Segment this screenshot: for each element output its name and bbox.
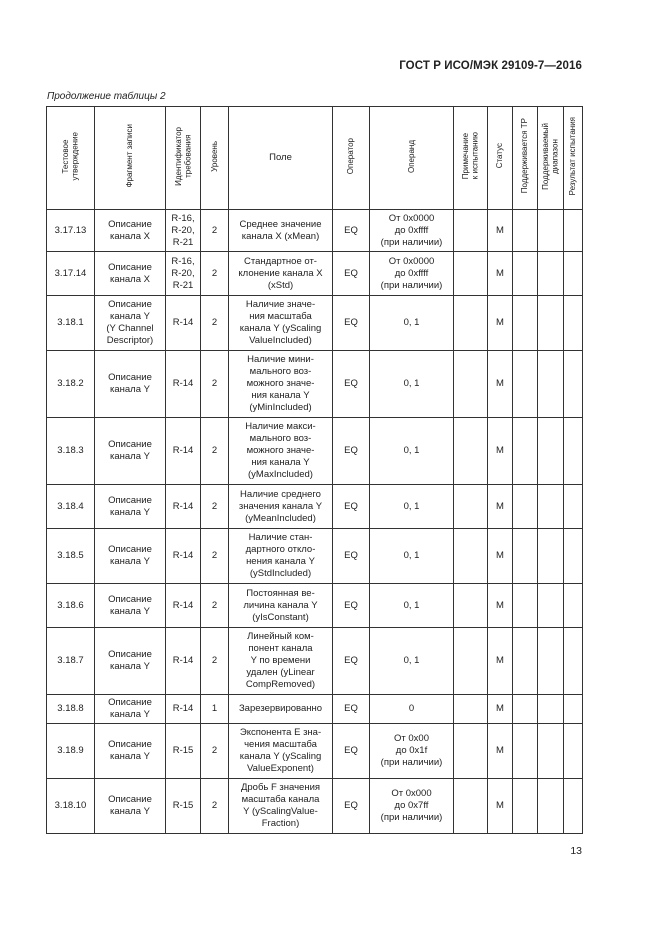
test-result-cell (564, 485, 583, 529)
field-cell: Наличие значе- ния масштаба канала Y (yScaling ValueIncluded) (229, 296, 333, 351)
status-cell: M (488, 252, 513, 296)
supported-range-cell (538, 418, 564, 485)
status-cell: M (488, 210, 513, 252)
supported-tp-cell (513, 296, 538, 351)
status-cell: M (488, 779, 513, 834)
supported-range-cell (538, 695, 564, 724)
operator-cell: EQ (333, 252, 370, 296)
operand-cell: От 0x00 до 0x1f (при наличии) (370, 724, 454, 779)
operand-cell: От 0x000 до 0x7ff (при наличии) (370, 779, 454, 834)
test-note-cell (454, 210, 488, 252)
operand-cell: От 0x0000 до 0xffff (при наличии) (370, 252, 454, 296)
record-fragment-cell: Описание канала Y (95, 351, 166, 418)
test-note-cell (454, 252, 488, 296)
test-assertion-cell: 3.18.5 (47, 529, 95, 584)
level-cell: 2 (201, 529, 229, 584)
requirement-id-cell: R-14 (166, 529, 201, 584)
requirement-id-cell: R-16, R-20, R-21 (166, 252, 201, 296)
table-caption: Продолжение таблицы 2 (47, 91, 166, 102)
table-row (47, 210, 583, 252)
supported-range-cell (538, 584, 564, 628)
operand-cell: 0 (370, 695, 454, 724)
col-header-level: Уровень (201, 107, 229, 210)
table-row (47, 584, 583, 628)
supported-tp-cell (513, 584, 538, 628)
operator-cell: EQ (333, 695, 370, 724)
col-header-requirement-id: Идентификатор требования (166, 107, 201, 210)
field-cell: Наличие стан- дартного откло- нения канала Y (yStdIncluded) (229, 529, 333, 584)
level-cell: 2 (201, 252, 229, 296)
supported-range-cell (538, 779, 564, 834)
level-cell: 2 (201, 779, 229, 834)
record-fragment-cell: Описание канала Y (95, 485, 166, 529)
supported-tp-cell (513, 695, 538, 724)
col-header-test-result: Результат испытания (564, 107, 583, 210)
status-cell: M (488, 485, 513, 529)
level-cell: 2 (201, 418, 229, 485)
record-fragment-cell: Описание канала X (95, 252, 166, 296)
field-cell: Стандартное от- клонение канала X (xStd) (229, 252, 333, 296)
requirement-id-cell: R-14 (166, 296, 201, 351)
field-cell: Дробь F значения масштаба канала Y (yScalingValue- Fraction) (229, 779, 333, 834)
test-result-cell (564, 695, 583, 724)
supported-tp-cell (513, 628, 538, 695)
record-fragment-cell: Описание канала Y (95, 584, 166, 628)
supported-tp-cell (513, 351, 538, 418)
table-row (47, 779, 583, 834)
test-assertion-cell: 3.18.8 (47, 695, 95, 724)
table-row (47, 628, 583, 695)
test-assertion-cell: 3.18.3 (47, 418, 95, 485)
test-note-cell (454, 351, 488, 418)
table-row (47, 485, 583, 529)
operator-cell: EQ (333, 584, 370, 628)
col-header-test-assertion: Тестовое утверждение (47, 107, 95, 210)
requirement-id-cell: R-14 (166, 584, 201, 628)
supported-tp-cell (513, 724, 538, 779)
requirement-id-cell: R-14 (166, 695, 201, 724)
supported-tp-cell (513, 779, 538, 834)
test-note-cell (454, 296, 488, 351)
col-header-record-fragment: Фрагмент записи (95, 107, 166, 210)
operand-cell: 0, 1 (370, 296, 454, 351)
test-result-cell (564, 210, 583, 252)
level-cell: 2 (201, 296, 229, 351)
operand-cell: 0, 1 (370, 485, 454, 529)
col-header-supported-range: Поддерживаемый диапазон (538, 107, 564, 210)
requirement-id-cell: R-14 (166, 351, 201, 418)
col-header-supported-tp: Поддерживается ТР (513, 107, 538, 210)
test-note-cell (454, 779, 488, 834)
test-assertion-cell: 3.18.6 (47, 584, 95, 628)
document-code: ГОСТ Р ИСО/МЭК 29109-7—2016 (399, 60, 582, 72)
test-note-cell (454, 628, 488, 695)
field-cell: Наличие мини- мального воз- можного значе- ния канала Y (yMinIncluded) (229, 351, 333, 418)
field-cell: Постоянная ве- личина канала Y (yIsConstant) (229, 584, 333, 628)
test-assertion-cell: 3.18.1 (47, 296, 95, 351)
requirements-table (46, 106, 583, 834)
level-cell: 1 (201, 695, 229, 724)
test-result-cell (564, 584, 583, 628)
operator-cell: EQ (333, 628, 370, 695)
field-cell: Экспонента E зна- чения масштаба канала Y (yScaling ValueExponent) (229, 724, 333, 779)
test-note-cell (454, 695, 488, 724)
level-cell: 2 (201, 210, 229, 252)
table-row (47, 252, 583, 296)
col-header-status: Статус (488, 107, 513, 210)
test-result-cell (564, 628, 583, 695)
table-row (47, 695, 583, 724)
test-assertion-cell: 3.18.10 (47, 779, 95, 834)
requirement-id-cell: R-15 (166, 779, 201, 834)
supported-tp-cell (513, 252, 538, 296)
record-fragment-cell: Описание канала Y (95, 724, 166, 779)
test-result-cell (564, 296, 583, 351)
table-header-row (47, 107, 583, 210)
status-cell: M (488, 695, 513, 724)
level-cell: 2 (201, 351, 229, 418)
record-fragment-cell: Описание канала Y (95, 628, 166, 695)
level-cell: 2 (201, 724, 229, 779)
test-result-cell (564, 252, 583, 296)
supported-tp-cell (513, 210, 538, 252)
requirement-id-cell: R-14 (166, 485, 201, 529)
supported-tp-cell (513, 529, 538, 584)
status-cell: M (488, 529, 513, 584)
col-header-operand: Операнд (370, 107, 454, 210)
field-cell: Наличие среднего значения канала Y (yMeanIncluded) (229, 485, 333, 529)
operand-cell: 0, 1 (370, 628, 454, 695)
status-cell: M (488, 584, 513, 628)
test-result-cell (564, 779, 583, 834)
record-fragment-cell: Описание канала Y (Y Channel Descriptor) (95, 296, 166, 351)
table-row (47, 724, 583, 779)
supported-range-cell (538, 529, 564, 584)
supported-tp-cell (513, 485, 538, 529)
field-cell: Среднее значение канала X (xMean) (229, 210, 333, 252)
level-cell: 2 (201, 485, 229, 529)
status-cell: M (488, 296, 513, 351)
operator-cell: EQ (333, 351, 370, 418)
requirement-id-cell: R-14 (166, 418, 201, 485)
table-row (47, 418, 583, 485)
supported-range-cell (538, 210, 564, 252)
record-fragment-cell: Описание канала Y (95, 418, 166, 485)
test-result-cell (564, 724, 583, 779)
supported-tp-cell (513, 418, 538, 485)
test-assertion-cell: 3.17.14 (47, 252, 95, 296)
col-header-test-note: Примечание к испытанию (454, 107, 488, 210)
col-header-field: Поле (229, 107, 333, 210)
supported-range-cell (538, 724, 564, 779)
status-cell: M (488, 351, 513, 418)
page-number: 13 (570, 845, 582, 857)
test-assertion-cell: 3.18.4 (47, 485, 95, 529)
field-cell: Наличие макси- мального воз- можного значе- ния канала Y (yMaxIncluded) (229, 418, 333, 485)
status-cell: M (488, 418, 513, 485)
operand-cell: 0, 1 (370, 351, 454, 418)
test-result-cell (564, 529, 583, 584)
test-assertion-cell: 3.17.13 (47, 210, 95, 252)
table-row (47, 296, 583, 351)
operator-cell: EQ (333, 529, 370, 584)
requirement-id-cell: R-16, R-20, R-21 (166, 210, 201, 252)
test-note-cell (454, 529, 488, 584)
operator-cell: EQ (333, 296, 370, 351)
test-assertion-cell: 3.18.9 (47, 724, 95, 779)
test-result-cell (564, 351, 583, 418)
field-cell: Линейный ком- понент канала Y по времени удален (yLinear CompRemoved) (229, 628, 333, 695)
test-note-cell (454, 485, 488, 529)
operator-cell: EQ (333, 779, 370, 834)
test-result-cell (564, 418, 583, 485)
supported-range-cell (538, 628, 564, 695)
operand-cell: 0, 1 (370, 529, 454, 584)
record-fragment-cell: Описание канала X (95, 210, 166, 252)
record-fragment-cell: Описание канала Y (95, 529, 166, 584)
level-cell: 2 (201, 584, 229, 628)
field-cell: Зарезервированно (229, 695, 333, 724)
requirement-id-cell: R-14 (166, 628, 201, 695)
supported-range-cell (538, 351, 564, 418)
operator-cell: EQ (333, 485, 370, 529)
table-row (47, 351, 583, 418)
supported-range-cell (538, 296, 564, 351)
supported-range-cell (538, 252, 564, 296)
status-cell: M (488, 628, 513, 695)
test-assertion-cell: 3.18.2 (47, 351, 95, 418)
operator-cell: EQ (333, 418, 370, 485)
col-header-operator: Оператор (333, 107, 370, 210)
test-assertion-cell: 3.18.7 (47, 628, 95, 695)
status-cell: M (488, 724, 513, 779)
operand-cell: От 0x0000 до 0xffff (при наличии) (370, 210, 454, 252)
operator-cell: EQ (333, 724, 370, 779)
test-note-cell (454, 584, 488, 628)
operator-cell: EQ (333, 210, 370, 252)
operand-cell: 0, 1 (370, 584, 454, 628)
level-cell: 2 (201, 628, 229, 695)
supported-range-cell (538, 485, 564, 529)
test-note-cell (454, 724, 488, 779)
operand-cell: 0, 1 (370, 418, 454, 485)
record-fragment-cell: Описание канала Y (95, 695, 166, 724)
requirement-id-cell: R-15 (166, 724, 201, 779)
test-note-cell (454, 418, 488, 485)
table-row (47, 529, 583, 584)
record-fragment-cell: Описание канала Y (95, 779, 166, 834)
